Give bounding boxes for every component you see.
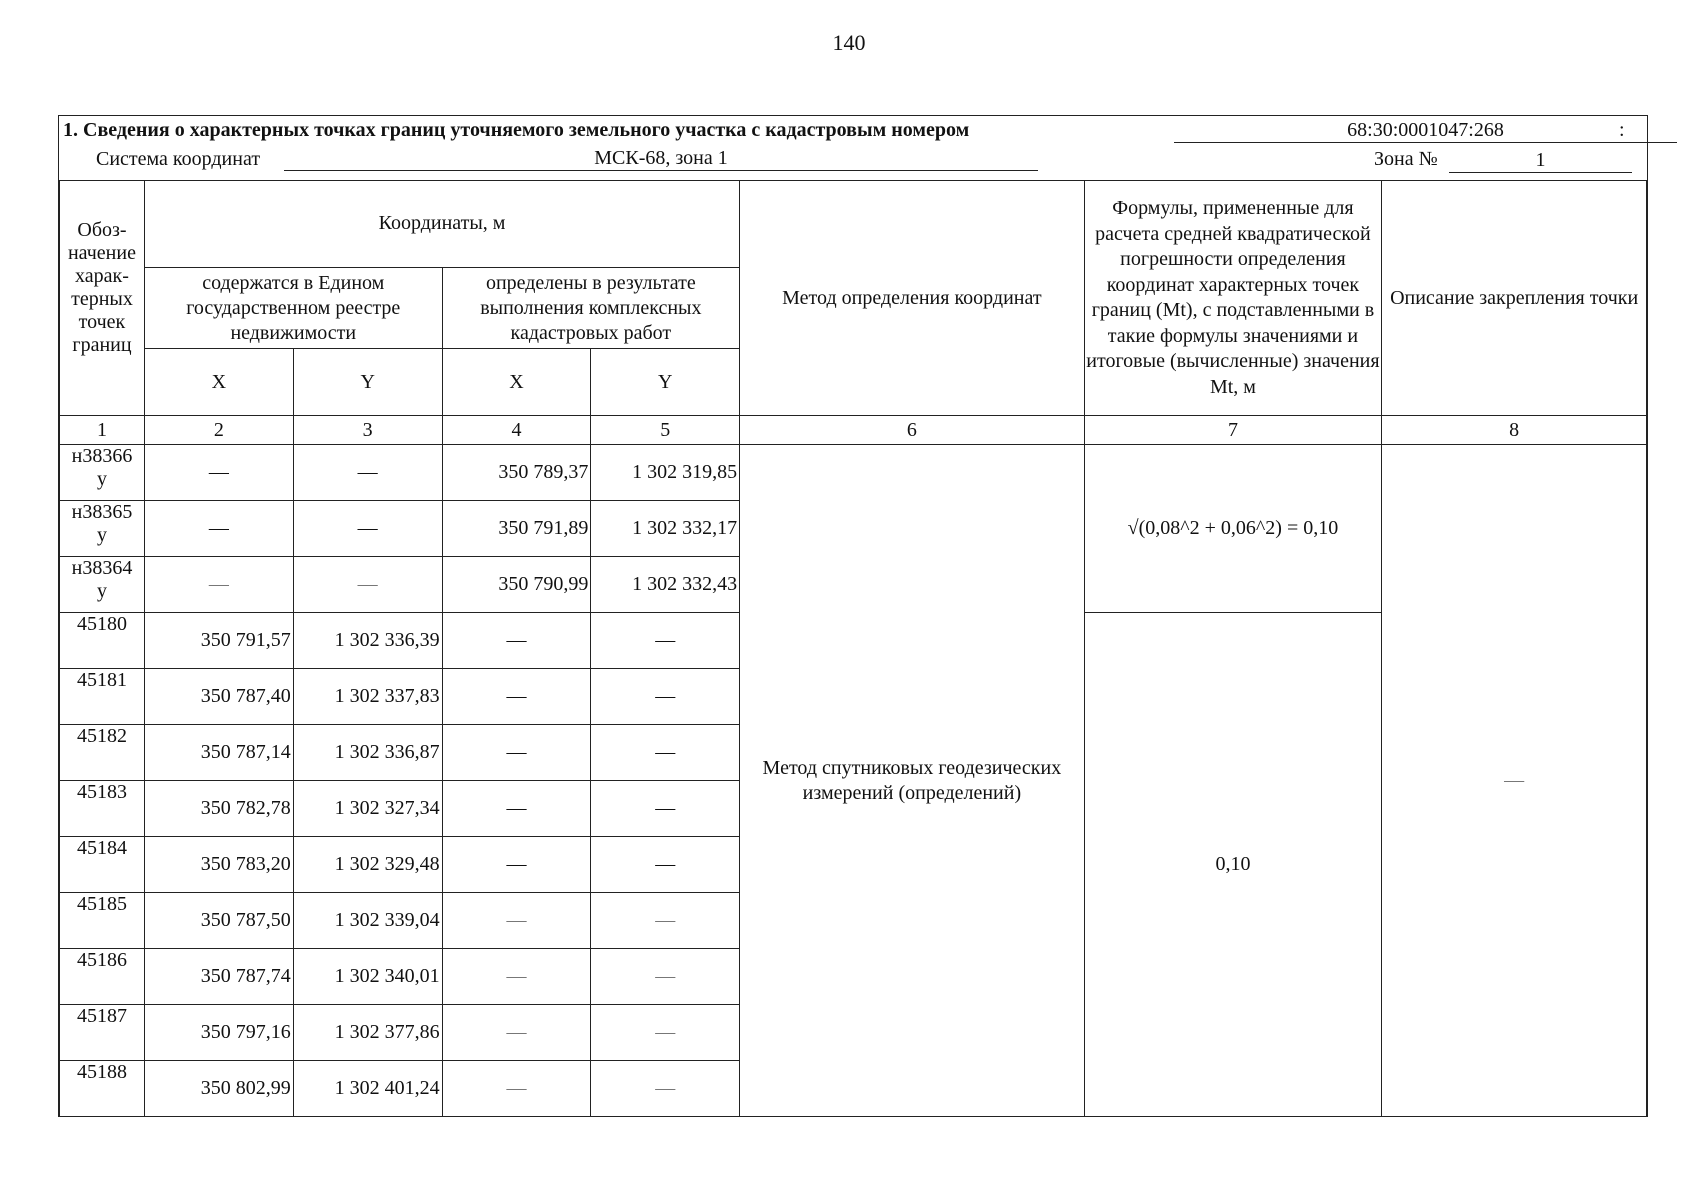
column-number: 5 — [591, 416, 740, 445]
x-egrn-cell: — — [144, 445, 293, 501]
point-designation: 45188 — [60, 1061, 145, 1117]
x-egrn-cell: 350 787,40 — [144, 669, 293, 725]
x-complex-cell: — — [442, 949, 591, 1005]
y-egrn-cell: 1 302 336,87 — [293, 725, 442, 781]
col-header-coordinates: Координаты, м — [144, 181, 739, 268]
column-number: 1 — [60, 416, 145, 445]
column-number: 6 — [740, 416, 1084, 445]
table-row — [60, 445, 1647, 501]
x-complex-cell: — — [442, 781, 591, 837]
x-egrn-cell: — — [144, 501, 293, 557]
x-complex-cell: — — [442, 1005, 591, 1061]
cadastral-colon: : — [1619, 119, 1625, 141]
x-egrn-cell: 350 787,14 — [144, 725, 293, 781]
point-designation: н38364 у — [60, 557, 145, 613]
column-number: 8 — [1382, 416, 1647, 445]
col-header-designation: Обоз-начение харак-терных точек границ — [60, 181, 145, 416]
y-egrn-cell: 1 302 329,48 — [293, 837, 442, 893]
y-complex-cell: — — [591, 1005, 740, 1061]
col-header-x-egrn: X — [144, 349, 293, 416]
x-egrn-cell: 350 783,20 — [144, 837, 293, 893]
y-egrn-cell: 1 302 377,86 — [293, 1005, 442, 1061]
point-designation: 45186 — [60, 949, 145, 1005]
x-complex-cell: 350 790,99 — [442, 557, 591, 613]
y-complex-cell: — — [591, 669, 740, 725]
x-egrn-cell: — — [144, 557, 293, 613]
zone-value: 1 — [1449, 148, 1632, 173]
coordinates-section — [58, 115, 1648, 1117]
col-header-x-complex: X — [442, 349, 591, 416]
column-number: 2 — [144, 416, 293, 445]
column-number: 3 — [293, 416, 442, 445]
description-cell: — — [1382, 445, 1647, 1117]
point-designation: 45185 — [60, 893, 145, 949]
y-complex-cell: — — [591, 1061, 740, 1117]
x-egrn-cell: 350 787,50 — [144, 893, 293, 949]
x-egrn-cell: 350 782,78 — [144, 781, 293, 837]
y-complex-cell: — — [591, 781, 740, 837]
section-title: 1. Сведения о характерных точках границ уточняемого земельного участка с кадастровым номером — [63, 119, 970, 141]
formula-cell-existing-points: 0,10 — [1084, 613, 1382, 1117]
y-complex-cell: 1 302 332,17 — [591, 501, 740, 557]
coordinates-table — [59, 180, 1647, 1117]
col-header-y-egrn: Y — [293, 349, 442, 416]
x-egrn-cell: 350 802,99 — [144, 1061, 293, 1117]
formula-cell-new-points: √(0,08^2 + 0,06^2) = 0,10 — [1084, 445, 1382, 613]
y-complex-cell: — — [591, 837, 740, 893]
col-header-description: Описание закрепления точки — [1382, 181, 1647, 416]
point-designation: 45184 — [60, 837, 145, 893]
y-egrn-cell: — — [293, 501, 442, 557]
page-number: 140 — [832, 30, 866, 55]
x-complex-cell: 350 789,37 — [442, 445, 591, 501]
x-egrn-cell: 350 787,74 — [144, 949, 293, 1005]
col-header-egrn: содержатся в Едином государственном реестре недвижимости — [144, 268, 442, 349]
x-complex-cell: — — [442, 725, 591, 781]
y-egrn-cell: — — [293, 445, 442, 501]
point-designation: 45187 — [60, 1005, 145, 1061]
point-designation: н38365 у — [60, 501, 145, 557]
y-complex-cell: 1 302 332,43 — [591, 557, 740, 613]
coord-system-value: МСК-68, зона 1 — [284, 146, 1038, 171]
col-header-y-complex: Y — [591, 349, 740, 416]
y-egrn-cell: 1 302 401,24 — [293, 1061, 442, 1117]
column-numbers-row — [60, 416, 1647, 445]
method-cell: Метод спутниковых геодезических измерений (определений) — [740, 445, 1084, 1117]
y-egrn-cell: 1 302 339,04 — [293, 893, 442, 949]
col-header-formula: Формулы, примененные для расчета средней квадратической погрешности определения координат характерных точек границ (Mt), с подставленными в такие формулы значениями и итоговые (вычисленные) значения Mt, м — [1084, 181, 1382, 416]
y-complex-cell: 1 302 319,85 — [591, 445, 740, 501]
cadastral-number: 68:30:0001047:268 — [1174, 118, 1677, 143]
x-complex-cell: — — [442, 837, 591, 893]
col-header-method: Метод определения координат — [740, 181, 1084, 416]
column-number: 7 — [1084, 416, 1382, 445]
y-complex-cell: — — [591, 949, 740, 1005]
section-header — [59, 116, 1647, 181]
zone-label: Зона № — [1374, 148, 1438, 170]
x-complex-cell: — — [442, 669, 591, 725]
y-complex-cell: — — [591, 613, 740, 669]
y-egrn-cell: — — [293, 557, 442, 613]
x-egrn-cell: 350 797,16 — [144, 1005, 293, 1061]
point-designation: 45181 — [60, 669, 145, 725]
x-complex-cell: — — [442, 893, 591, 949]
point-designation: 45180 — [60, 613, 145, 669]
x-complex-cell: — — [442, 1061, 591, 1117]
x-egrn-cell: 350 791,57 — [144, 613, 293, 669]
x-complex-cell: 350 791,89 — [442, 501, 591, 557]
point-designation: 45183 — [60, 781, 145, 837]
x-complex-cell: — — [442, 613, 591, 669]
coord-system-label: Система координат — [96, 148, 261, 170]
y-egrn-cell: 1 302 327,34 — [293, 781, 442, 837]
column-number: 4 — [442, 416, 591, 445]
point-designation: 45182 — [60, 725, 145, 781]
col-header-complex: определены в результате выполнения комплексных кадастровых работ — [442, 268, 740, 349]
y-egrn-cell: 1 302 340,01 — [293, 949, 442, 1005]
y-complex-cell: — — [591, 725, 740, 781]
point-designation: н38366 у — [60, 445, 145, 501]
y-egrn-cell: 1 302 336,39 — [293, 613, 442, 669]
y-egrn-cell: 1 302 337,83 — [293, 669, 442, 725]
y-complex-cell: — — [591, 893, 740, 949]
